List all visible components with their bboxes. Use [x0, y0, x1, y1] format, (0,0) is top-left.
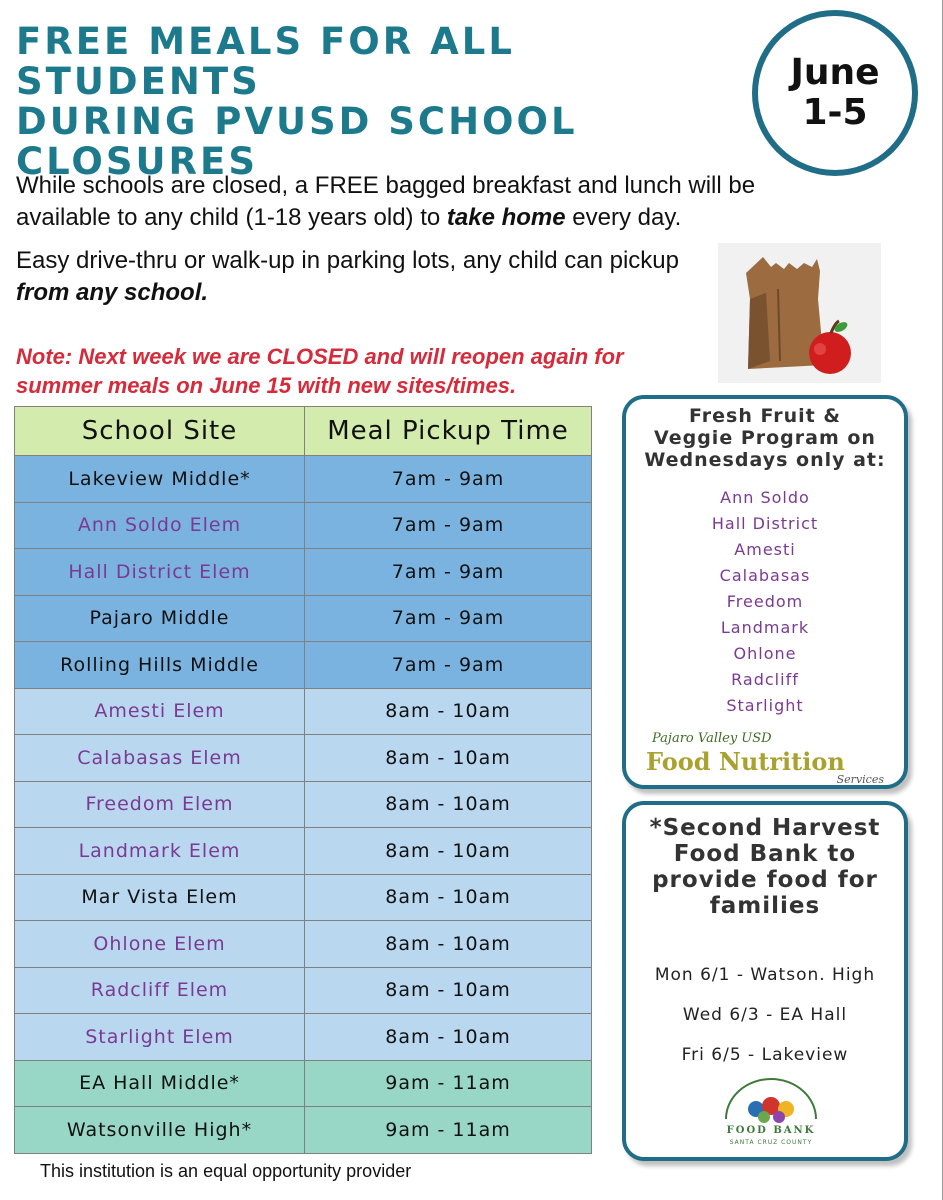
produce-basket-icon: [716, 1073, 826, 1125]
meal-sites-table: [14, 406, 592, 1154]
date-badge-month: June: [790, 52, 880, 93]
time-cell: 7am - 9am: [305, 502, 592, 549]
time-cell: 7am - 9am: [305, 456, 592, 503]
intro-text-end: every day.: [565, 204, 682, 231]
list-item: Fri 6/5 - Lakeview: [681, 1045, 849, 1065]
table-row: [15, 735, 592, 782]
table-header-row: [15, 407, 592, 456]
table-row: [15, 1014, 592, 1061]
time-cell: 8am - 10am: [305, 874, 592, 921]
title-line-2: DURING PVUSD SCHOOL: [16, 100, 578, 143]
harvest-title-line: Food Bank to: [673, 841, 857, 867]
harvest-logo-county: SANTA CRUZ COUNTY: [729, 1139, 813, 1146]
title-line-1: FREE MEALS FOR ALL STUDENTS: [16, 20, 515, 103]
fruit-veggie-panel: [622, 395, 908, 789]
lunch-bag-apple-image: [718, 243, 881, 383]
food-nutrition-logo: [636, 731, 898, 785]
time-cell: 7am - 9am: [305, 549, 592, 596]
table-row: [15, 921, 592, 968]
list-item: Ann Soldo: [720, 488, 810, 507]
harvest-schedule: [626, 955, 904, 1075]
list-item: Starlight: [726, 696, 804, 715]
lunch-bag-icon: [718, 243, 881, 383]
site-cell: Pajaro Middle: [15, 595, 305, 642]
site-cell: Freedom Elem: [15, 781, 305, 828]
time-cell: 8am - 10am: [305, 828, 592, 875]
harvest-title-line: families: [709, 893, 821, 919]
page-title: [16, 22, 746, 182]
list-item: Hall District: [711, 514, 819, 533]
harvest-logo-name: FOOD BANK: [726, 1125, 816, 1136]
list-item: Wed 6/3 - EA Hall: [682, 1005, 848, 1025]
second-harvest-panel: [622, 801, 908, 1161]
table-row: [15, 456, 592, 503]
fruit-title-line: Wednesdays only at:: [644, 449, 886, 471]
list-item: Amesti: [734, 540, 796, 559]
pickup-text: Easy drive-thru or walk-up in parking lots, any child can pickup: [16, 247, 679, 274]
closure-note: Note: Next week we are CLOSED and will reopen again for summer meals on June 15 with new sites/times.: [16, 344, 624, 398]
list-item: Freedom: [726, 592, 804, 611]
site-cell: Radcliff Elem: [15, 967, 305, 1014]
harvest-title-line: *Second Harvest: [649, 815, 881, 841]
title-line-3: CLOSURES: [16, 140, 258, 183]
site-cell: Landmark Elem: [15, 828, 305, 875]
time-cell: 8am - 10am: [305, 688, 592, 735]
logo-name: Food Nutrition: [646, 747, 845, 776]
table-row: [15, 1107, 592, 1154]
fruit-title-line: Veggie Program on: [654, 427, 876, 449]
date-badge: [752, 10, 918, 176]
intro-text: While schools are closed, a FREE bagged breakfast and lunch will be available to any child (1-18 years old) to: [16, 172, 756, 231]
table-row: [15, 549, 592, 596]
table-row: [15, 642, 592, 689]
logo-org-name: Pajaro Valley USD: [652, 731, 772, 746]
list-item: Calabasas: [719, 566, 811, 585]
table-row: [15, 1060, 592, 1107]
fruit-panel-title: [626, 405, 904, 471]
table-row: [15, 502, 592, 549]
harvest-panel-title: [626, 815, 904, 919]
site-cell: Ohlone Elem: [15, 921, 305, 968]
time-cell: 7am - 9am: [305, 642, 592, 689]
time-cell: 8am - 10am: [305, 735, 592, 782]
fruit-school-list: [626, 485, 904, 719]
second-harvest-logo: [716, 1073, 826, 1151]
intro-paragraph-1: [16, 170, 806, 234]
header-school-site: School Site: [15, 407, 305, 456]
table-row: [15, 781, 592, 828]
fruit-title-line: Fresh Fruit &: [689, 405, 841, 427]
site-cell: Calabasas Elem: [15, 735, 305, 782]
intro-emphasis: take home: [446, 204, 566, 231]
site-cell: EA Hall Middle*: [15, 1060, 305, 1107]
logo-services: Services: [836, 773, 884, 786]
list-item: Radcliff: [731, 670, 799, 689]
table-row: [15, 595, 592, 642]
site-cell: Amesti Elem: [15, 688, 305, 735]
header-pickup-time: Meal Pickup Time: [305, 407, 592, 456]
pickup-emphasis: from any school.: [16, 279, 209, 306]
site-cell: Ann Soldo Elem: [15, 502, 305, 549]
site-cell: Rolling Hills Middle: [15, 642, 305, 689]
harvest-title-line: provide food for: [652, 867, 878, 893]
site-cell: Starlight Elem: [15, 1014, 305, 1061]
site-cell: Hall District Elem: [15, 549, 305, 596]
time-cell: 7am - 9am: [305, 595, 592, 642]
time-cell: 8am - 10am: [305, 921, 592, 968]
intro-paragraph-2: [16, 245, 706, 309]
date-badge-days: 1-5: [802, 92, 868, 133]
time-cell: 8am - 10am: [305, 1014, 592, 1061]
list-item: Mon 6/1 - Watson. High: [654, 965, 876, 985]
table-row: [15, 828, 592, 875]
list-item: Ohlone: [733, 644, 797, 663]
time-cell: 8am - 10am: [305, 967, 592, 1014]
table-row: [15, 874, 592, 921]
site-cell: Watsonville High*: [15, 1107, 305, 1154]
table-row: [15, 967, 592, 1014]
table-row: [15, 688, 592, 735]
equal-opportunity-footer: This institution is an equal opportunity provider: [40, 1161, 412, 1181]
site-cell: Lakeview Middle*: [15, 456, 305, 503]
time-cell: 8am - 10am: [305, 781, 592, 828]
time-cell: 9am - 11am: [305, 1107, 592, 1154]
site-cell: Mar Vista Elem: [15, 874, 305, 921]
time-cell: 9am - 11am: [305, 1060, 592, 1107]
list-item: Landmark: [720, 618, 810, 637]
